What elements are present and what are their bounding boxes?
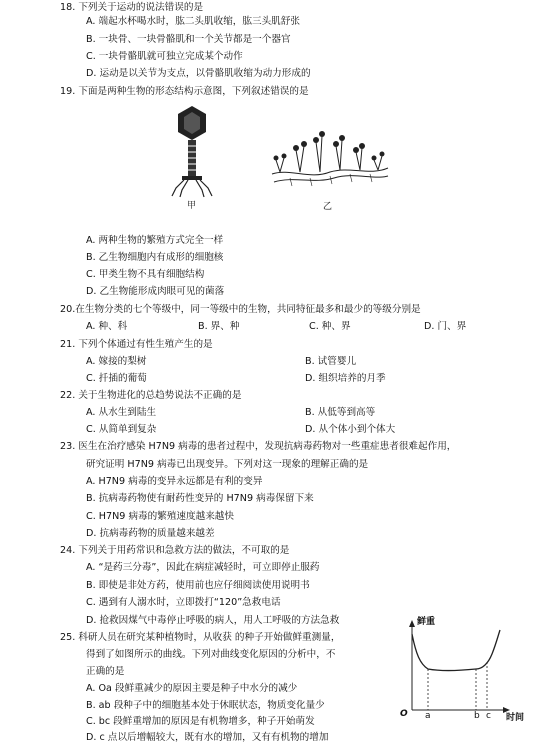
graph-point-b: b: [474, 711, 480, 721]
q23-stem-line2: 研究证明 H7N9 病毒已出现变异。下列对这一现象的理解正确的是: [86, 459, 369, 470]
q25-stem-line3: 正确的是: [86, 666, 125, 677]
graph-point-a: a: [425, 711, 431, 721]
q22-stem: 22. 关于生物进化的总趋势说法不正确的是: [60, 390, 242, 401]
q25-stem-line1: 25. 科研人员在研究某种植物时，从收获 的种子开始做鲜重测量，: [60, 632, 341, 643]
q24-option-d: D. 抢救因煤气中毒停止呼吸的病人，用人工呼吸的方法急救: [86, 615, 340, 626]
q20-option-b: B. 界、种: [198, 321, 240, 332]
figure-label-jia: 甲: [187, 201, 197, 211]
q21-option-a: A. 嫁接的梨树: [86, 356, 147, 367]
q23-option-a: A. H7N9 病毒的变异永远都是有利的变异: [86, 476, 263, 487]
q19-option-d: D. 乙生物能形成肉眼可见的菌落: [86, 286, 225, 297]
q20-stem: 20.在生物分类的七个等级中，同一等级中的生物，共同特征最多和最少的等级分别是: [60, 304, 421, 315]
q25-option-a: A. Oa 段鲜重减少的原因主要是种子中水分的减少: [86, 683, 298, 694]
q22-option-b: B. 从低等到高等: [305, 407, 376, 418]
q24-stem: 24. 下列关于用药常识和急救方法的做法，不可取的是: [60, 545, 290, 556]
q20-option-c: C. 种、界: [309, 321, 351, 332]
q20-option-d: D. 门、界: [424, 321, 467, 332]
q20-option-a: A. 种、科: [86, 321, 128, 332]
q23-option-c: C. H7N9 病毒的繁殖速度越来越快: [86, 511, 234, 522]
bacteriophage-figure: [168, 104, 216, 198]
q22-option-a: A. 从水生到陆生: [86, 407, 157, 418]
q19-option-a: A. 两种生物的繁殖方式完全一样: [86, 235, 224, 246]
q23-option-b: B. 抗病毒药物使有耐药性变异的 H7N9 病毒保留下来: [86, 493, 314, 504]
q24-option-c: C. 遇到有人溺水时，立即拨打“120”急救电话: [86, 597, 281, 608]
q21-option-c: C. 扦插的葡萄: [86, 373, 147, 384]
q24-option-b: B. 即使是非处方药，使用前也应仔细阅读使用说明书: [86, 580, 310, 591]
graph-origin: O: [400, 709, 408, 719]
q21-option-b: B. 试管婴儿: [305, 356, 357, 367]
q21-option-d: D. 组织培养的月季: [305, 373, 386, 384]
q18-option-a: A. 端起水杯喝水时，肱二头肌收缩，肱三头肌舒张: [86, 16, 300, 27]
q23-option-d: D. 抗病毒药物的质量越来越差: [86, 528, 215, 539]
q25-option-d: D. c 点以后增幅较大，既有水的增加，又有有机物的增加: [86, 732, 329, 743]
q22-option-c: C. 从简单到复杂: [86, 424, 157, 435]
q19-stem: 19. 下面是两种生物的形态结构示意图，下列叙述错误的是: [60, 86, 309, 97]
mold-figure: [270, 122, 390, 188]
q22-option-d: D. 从个体小到个体大: [305, 424, 396, 435]
q18-option-d: D. 运动是以关节为支点，以骨骼肌收缩为动力形成的: [86, 68, 311, 79]
graph-point-c: c: [486, 711, 491, 721]
q25-option-c: C. bc 段鲜重增加的原因是有机物增多，种子开始萌发: [86, 716, 315, 727]
q23-stem-line1: 23. 医生在治疗感染 H7N9 病毒的患者过程中，发现抗病毒药物对一些重症患者很难起作用，: [60, 441, 457, 452]
q19-option-b: B. 乙生物细胞内有成形的细胞核: [86, 252, 224, 263]
q24-option-a: A. “是药三分毒”，因此在病症减轻时，可立即停止服药: [86, 562, 320, 573]
q21-stem: 21. 下列个体通过有性生殖产生的是: [60, 339, 213, 350]
q19-option-c: C. 甲类生物不具有细胞结构: [86, 269, 205, 280]
q25-stem-line2: 得到了如图所示的曲线。下列对曲线变化原因的分析中，不: [86, 649, 336, 660]
figure-label-yi: 乙: [323, 202, 333, 212]
q18-option-c: C. 一块骨骼肌就可独立完成某个动作: [86, 51, 243, 62]
graph-x-label: 时间: [506, 713, 525, 723]
graph-y-label: 鲜重: [417, 617, 436, 627]
q18-option-b: B. 一块骨、一块骨骼肌和一个关节都是一个器官: [86, 34, 291, 45]
q25-option-b: B. ab 段种子中的细胞基本处于休眠状态，物质变化量少: [86, 700, 325, 711]
q18-stem: 18. 下列关于运动的说法错误的是: [60, 2, 204, 13]
